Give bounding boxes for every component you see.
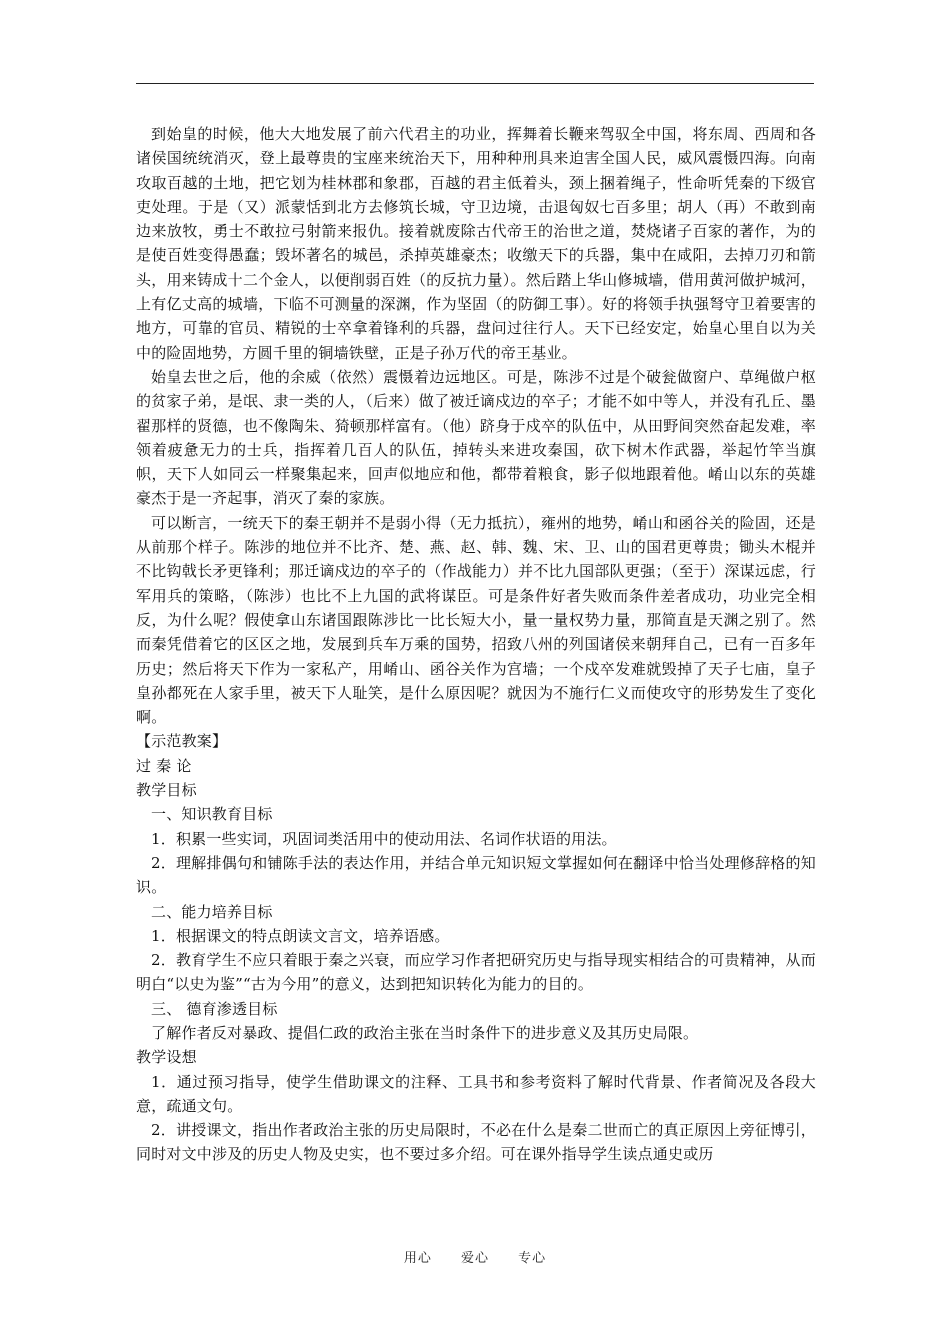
design-item-2: 2．讲授课文，指出作者政治主张的历史局限时，不必在什么是秦二世而亡的真正原因上旁征博引，同时对文中涉及的历史人物及史实，也不要过多介绍。可在课外指导学生读点通史或历 bbox=[136, 1121, 816, 1164]
lesson-title: 过 秦 论 bbox=[136, 756, 192, 775]
ability-item-2: 2．教育学生不应只着眼于秦之兴衰，而应学习作者把研究历史与指导现实相结合的可贵精神，从而明白“以史为鉴”“古为今用”的意义，达到把知识转化为能力的目的。 bbox=[136, 951, 816, 994]
ability-item-1: 1．根据课文的特点朗读文言文，培养语感。 bbox=[151, 926, 450, 945]
design-heading: 教学设想 bbox=[136, 1048, 197, 1067]
paragraph-2: 始皇去世之后，他的余威（依然）震慑着边远地区。可是，陈涉不过是个破瓮做窗户、草绳做户枢的贫家子弟，是氓、隶一类的人，（后来）做了被迁谪戍边的卒子；才能不如中等人，并没有孔丘、墨翟那样的贤德，也不像陶朱、猗顿那样富有。（他）跻身于戍卒的队伍中，从田野间突然奋起发难，率领着疲惫无力的士兵，指挥着几百人的队伍，掉转头来进攻秦国，砍下树木作武器，举起竹竿当旗帜，天下人如同云一样聚集起来，回声似地应和他，都带着粮食，影子似地跟着他。崤山以东的英雄豪杰于是一齐起事，消灭了秦的家族。 bbox=[136, 367, 816, 508]
footer-item: 专心 bbox=[518, 1251, 547, 1266]
moral-heading: 三、 德育渗透目标 bbox=[151, 999, 278, 1018]
paragraph-3: 可以断言，一统天下的秦王朝并不是弱小得（无力抵抗），雍州的地势，崤山和函谷关的险固，还是从前那个样子。陈涉的地位并不比齐、楚、燕、赵、韩、魏、宋、卫、山的国君更尊贵；锄头木棍并不比钩戟长矛更锋利；那迁谪戍边的卒子的（作战能力）并不比九国部队更强；（至于）深谋远虑，行军用兵的策略，（陈涉）也比不上九国的武将谋臣。可是条件好者失败而条件差者成功，功业完全相反，为什么呢？假使拿山东诸国跟陈涉比一比长短大小，量一量权势力量，那简直是天渊之别了。然而秦凭借着它的区区之地，发展到兵车万乘的国势，招致八州的列国诸侯来朝拜自己，已有一百多年历史；然后将天下作为一家私产，用崤山、函谷关作为宫墙；一个戍卒发难就毁掉了天子七庙，皇子皇孙都死在人家手里，被天下人耻笑，是什么原因呢？就因为不施行仁义而使攻守的形势发生了变化啊。 bbox=[136, 513, 816, 727]
footer-item: 爱心 bbox=[460, 1251, 489, 1266]
objectives-heading: 教学目标 bbox=[136, 781, 197, 800]
knowledge-item-2: 2．理解排偶句和铺陈手法的表达作用，并结合单元知识短文掌握如何在翻译中恰当处理修辞格的知识。 bbox=[136, 853, 816, 897]
design-item-1: 1．通过预习指导，使学生借助课文的注释、工具书和参考资料了解时代背景、作者简况及各段大意，疏通文句。 bbox=[136, 1072, 816, 1115]
ability-heading: 二、能力培养目标 bbox=[151, 902, 273, 921]
page-footer bbox=[0, 1247, 950, 1266]
header-rule bbox=[136, 83, 814, 84]
document-body bbox=[136, 122, 816, 1167]
moral-item-1: 了解作者反对暴政、提倡仁政的政治主张在当时条件下的进步意义及其历史局限。 bbox=[151, 1023, 699, 1042]
paragraph-1: 到始皇的时候，他大大地发展了前六代君主的功业，挥舞着长鞭来驾驭全中国，将东周、西周和各诸侯国统统消灭，登上最尊贵的宝座来统治天下，用种种刑具来迫害全国人民，威风震慑四海。向南攻取百越的土地，把它划为桂林郡和象郡，百越的君主低着头，颈上捆着绳子，性命听凭秦的下级官吏处理。于是（又）派蒙恬到北方去修筑长城，守卫边境，击退匈奴七百多里；胡人（再）不敢到南边来放牧，勇士不敢拉弓射箭来报仇。接着就废除古代帝王的治世之道，焚烧诸子百家的著作，为的是使百姓变得愚蠢；毁坏著名的城邑，杀掉英雄豪杰；收缴天下的兵器，集中在咸阳，去掉刀刃和箭头，用来铸成十二个金人，以便削弱百姓（的反抗力量）。然后踏上华山修城墙，借用黄河做护城河，上有亿丈高的城墙，下临不可测量的深渊，作为坚固（的防御工事）。好的将领手执强弩守卫着要害的地方，可靠的官员、精锐的士卒拿着锋利的兵器，盘问过往行人。天下已经安定，始皇心里自以为关中的险固地势，方圆千里的铜墙铁壁，正是子孙万代的帝王基业。 bbox=[136, 125, 816, 362]
knowledge-item-1: 1．积累一些实词，巩固词类活用中的使动用法、名词作状语的用法。 bbox=[151, 829, 617, 848]
footer-item: 用心 bbox=[403, 1251, 432, 1266]
knowledge-heading: 一、知识教育目标 bbox=[151, 805, 273, 824]
section-tag: 【示范教案】 bbox=[136, 732, 228, 751]
